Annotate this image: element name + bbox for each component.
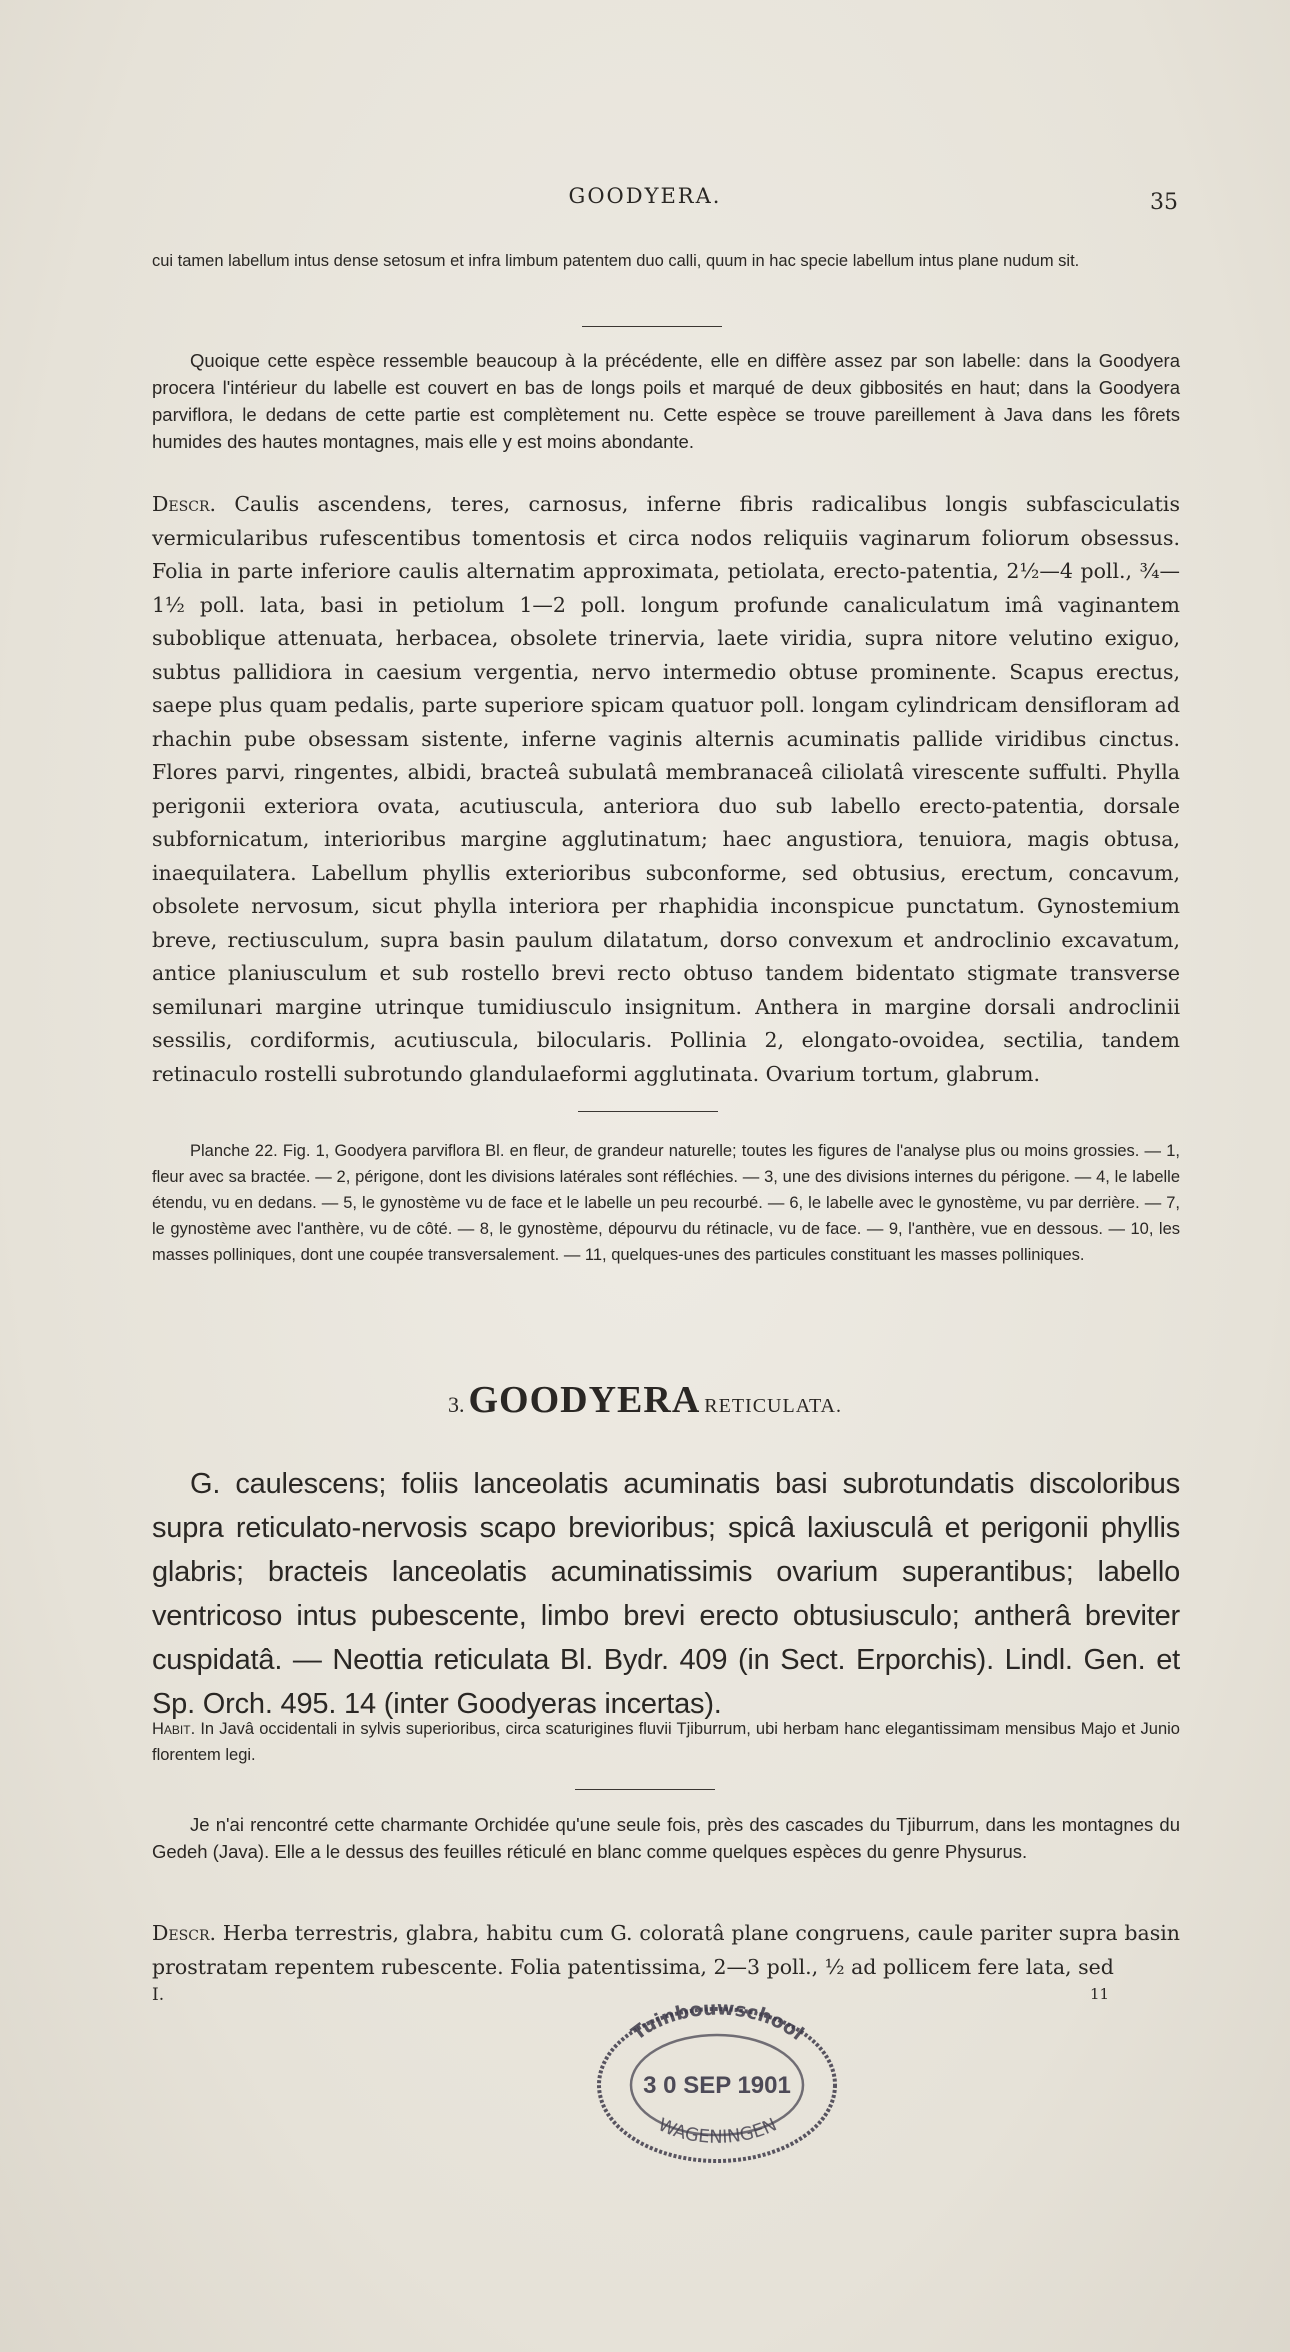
stamp-date: 3 0 SEP 1901 (643, 2072, 791, 2099)
description-2 (152, 1917, 1180, 1984)
french-note-2: Je n'ai rencontré cette charmante Orchidée qu'une seule fois, près des cascades du Tjiburrum, dans les montagnes du Gedeh (Java). Elle a le dessus des feuilles réticulé en blanc comme quelques espèces du genre Physurus. (152, 1814, 1180, 1862)
habitat (152, 1716, 1180, 1768)
plate-caption: Planche 22. Fig. 1, Goodyera parviflora Bl. en fleur, de grandeur naturelle; toutes les figures de l'analyse plus ou moins grossies. — 1, fleur avec sa bractée. — 2, périgone, dont les divisions latérales sont réfléchies. — 3, une des divisions internes du périgone. — 4, le labelle étendu, vu en dedans. — 5, le gynostème vu de face et le labelle un peu recourbé. — 6, le labelle avec le gynostème, vu par derrière. — 7, le gynostème avec l'anthère, vu de côté. — 8, le gynostème, dépourvu du rétinacle, vu de face. — 9, l'anthère, vue en dessous. — 10, les masses polliniques, dont une coupée transversalement. — 11, quelques-unes des particules constituant les masses polliniques. (152, 1142, 1180, 1264)
french-note-1: Quoique cette espèce ressemble beaucoup à la précédente, elle en diffère assez par son labelle: dans la Goodyera procera l'intérieur du labelle est couvert en bas de longs poils et marqué de deux gibbosités en haut; dans la Goodyera parviflora, le dedans de cette partie est complètement nu. Cette espèce se trouve pareillement à Java dans les fôrets humides des hautes montagnes, mais elle y est moins abondante. (152, 350, 1180, 452)
divider-rule (578, 1111, 718, 1112)
species-number: 3. (447, 1392, 465, 1417)
descr-label: Descr. (152, 1921, 217, 1945)
descr-text: Caulis ascendens, teres, carnosus, inferne fibris radicalibus longis subfasciculatis vermicularibus rufescentibus tomentosis et circa nodos reliquiis vaginarum foliorum obsessus. Folia in parte inferiore caulis alternatim approximata, petiolata, erecto-patentia, 2½—4 poll., ¾—1½ poll. lata, basi in petiolum 1—2 poll. longum profunde canaliculatum imâ vaginantem suboblique attenuata, herbacea, obsolete trinervia, laete viridia, supra nitore velutino exiguo, subtus pallidiora in caesium vergentia, nervo intermedio obtuse prominente. Scapus erectus, saepe plus quam pedalis, parte superiore spicam quatuor poll. longam cylindricam densifloram ad rhachin pube obsessam sistente, inferne vaginis alternis acuminatis pallide viridibus cinctus. Flores parvi, ringentes, albidi, bracteâ subulatâ membranaceâ ciliolatâ virescente suffulti. Phylla perigonii exteriora ovata, acutiuscula, anteriora duo sub labello erecto-patentia, dorsale subfornicatum, interioribus margine agglutinatum; haec angustiora, tenuiora, magis obtusa, inaequilatera. Labellum phyllis exterioribus subconforme, sed obtusius, erectum, concavum, obsolete nervosum, sicut phylla interiora per rhaphidia inconspicue punctatum. Gynostemium breve, rectiusculum, supra basin paulum dilatatum, dorso convexum et androclinio excavatum, antice planiusculum et sub rostello brevi recto obtuso tandem bidentato stigmate transverse semilunari margine utrinque tumidiusculo insignitum. Anthera in margine dorsali androclinii sessilis, cordiformis, acutiuscula, bilocularis. Pollinia 2, elongato-ovoidea, sectilia, tandem retinaculo rostelli subrotundo glandulaeformi agglutinata. Ovarium tortum, glabrum. (152, 492, 1180, 1086)
descr-label: Descr. (152, 492, 217, 516)
divider-rule (582, 326, 722, 327)
signature-number: 11 (1090, 1985, 1110, 2003)
diagnosis: G. caulescens; foliis lanceolatis acuminatis basi subrotundatis discoloribus supra reticulato-nervosis scapo brevioribus; spicâ laxiusculâ et perigonii phyllis glabris; bracteis lanceolatis acuminatissimis ovarium superantibus; labello ventricoso intus pubescente, limbo brevi erecto obtusiusculo; antherâ breviter cuspidatâ. — Neottia reticulata Bl. Bydr. 409 (in Sect. Erporchis). Lindl. Gen. et Sp. Orch. 495. 14 (inter Goodyeras incertas). (152, 1468, 1180, 1720)
divider-rule (575, 1789, 715, 1790)
signature-mark: I. (152, 1985, 165, 2005)
habitat-text: In Javâ occidentali in sylvis superioribus, circa scaturigines fluvii Tjiburrum, ubi herbam hanc elegantissimam mensibus Majo et Junio florentem legi. (152, 1720, 1180, 1764)
library-stamp (585, 1990, 850, 2165)
stamp-top-text: Tuinbouwschool (627, 1997, 808, 2045)
species-heading (0, 1378, 1290, 1422)
genus-name: GOODYERA (468, 1379, 701, 1421)
top-continuation-text: cui tamen labellum intus dense setosum et infra limbum patentem duo calli, quum in hac specie labellum intus plane nudum sit. (152, 252, 1080, 270)
page-number: 35 (1150, 190, 1178, 215)
stamp-bottom-text: WAGENINGEN (654, 2114, 781, 2148)
description-1 (152, 488, 1180, 1091)
habitat-label: Habit. (152, 1720, 196, 1738)
descr-text: Herba terrestris, glabra, habitu cum G. coloratâ plane congruens, caule pariter supra basin prostratam repentem rubescente. Folia patentissima, 2—3 poll., ½ ad pollicem fere lata, sed (152, 1921, 1180, 1979)
species-epithet: RETICULATA. (704, 1395, 842, 1417)
running-head: GOODYERA. (568, 184, 722, 208)
